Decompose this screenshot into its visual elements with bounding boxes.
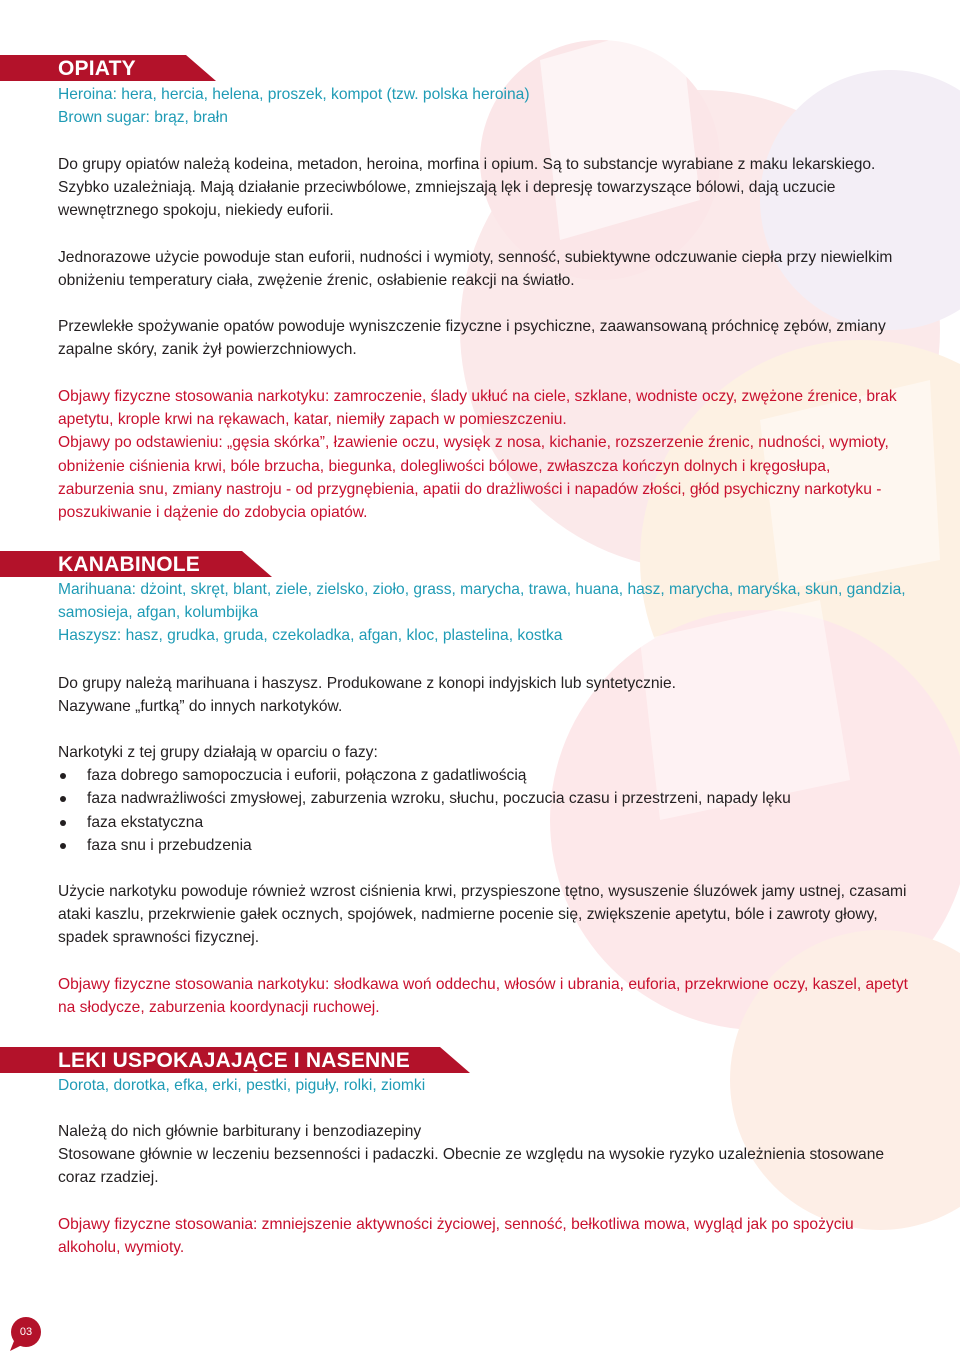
intro-line: Do grupy należą marihuana i haszysz. Produkowane z konopi indyjskich lub syntetycznie.	[58, 675, 677, 692]
leki-aliases	[58, 1074, 908, 1097]
list-item: faza snu i przebudzenia	[58, 834, 908, 857]
section-banner-kanabinole	[0, 551, 272, 577]
paragraph: Przewlekłe spożywanie opatów powoduje wyniszczenie fizyczne i psychiczne, zaawansowaną próchnicę zębów, zmiany zapalne skóry, zanik żył powierzchniowych.	[58, 318, 886, 359]
list-item: faza ekstatyczna	[58, 811, 908, 834]
section-title: OPIATY	[58, 57, 136, 80]
opiaty-symptoms	[58, 385, 908, 524]
alias-line: Haszysz: hasz, grudka, gruda, czekoladka, afgan, kloc, plastelina, kostka	[58, 627, 563, 645]
kanabinole-intro	[58, 672, 908, 718]
kanabinole-symptoms	[58, 973, 908, 1019]
opiaty-description	[58, 153, 908, 223]
opiaty-single-use	[58, 246, 908, 292]
section-banner-leki	[0, 1047, 470, 1073]
symptoms-paragraph: Objawy fizyczne stosowania narkotyku: słodkawa woń oddechu, włosów i ubrania, euforia, przekrwione oczy, kaszel, apetyt na słodycze, zaburzenia koordynacji ruchowej.	[58, 976, 908, 1017]
symptoms-paragraph: Objawy fizyczne stosowania: zmniejszenie aktywności życiowej, senność, bełkotliwa mowa, wygląd jak po spożyciu alkoholu, wymioty.	[58, 1216, 854, 1257]
paragraph: Do grupy opiatów należą kodeina, metadon, heroina, morfina i opium. Są to substancje wyrabiane z maku lekarskiego. Szybko uzależniają. Mają działanie przeciwbólowe, zmniejszają lęk i depresję towarzyszące bólowi, dają uczucie wewnętrznego spokoju, niekiedy euforii.	[58, 156, 876, 220]
opiaty-aliases	[58, 83, 908, 129]
kanabinole-phases	[58, 741, 908, 857]
phases-intro: Narkotyki z tej grupy działają w oparciu o fazy:	[58, 744, 378, 761]
leki-intro	[58, 1120, 908, 1190]
kanabinole-aliases	[58, 578, 908, 648]
withdrawal-paragraph: Objawy po odstawieniu: „gęsia skórka”, łzawienie oczu, wysięk z nosa, kichanie, rozszerzenie źrenic, nudności, wymioty, obniżenie ciśnienia krwi, bóle brzucha, biegunka, dolegliwości bólowe, zwłaszcza kończyn dolnych i kręgosłupa, zaburzenia snu, zmiany nastroju - od przygnębienia, apatii do drażliwości i napadów złości, głód psychiczny narkotyku - poszukiwanie i dążenie do zdobycia opiatów.	[58, 434, 889, 522]
intro-line: Należą do nich głównie barbiturany i benzodiazepiny	[58, 1123, 422, 1140]
alias-line: Heroina: hera, hercia, helena, proszek, kompot (tzw. polska heroina)	[58, 86, 530, 103]
list-item: faza nadwrażliwości zmysłowej, zaburzenia wzroku, słuchu, poczucia czasu i przestrzeni, napady lęku	[58, 787, 908, 810]
list-item: faza dobrego samopoczucia i euforii, połączona z gadatliwością	[58, 764, 908, 787]
alias-line: Marihuana: dżoint, skręt, blant, ziele, zielsko, zioło, grass, marycha, trawa, huana, hasz, marycha, maryśka, skun, gandzia, samosieja, afgan, kolumbijka	[58, 581, 906, 622]
page-number: 03	[19, 1326, 33, 1338]
symptoms-paragraph: Objawy fizyczne stosowania narkotyku: zamroczenie, ślady ukłuć na ciele, szklane, wodniste oczy, zwężone źrenice, brak apetytu, krople krwi na rękawach, katar, niemiły zapach w pomieszczeniu.	[58, 388, 897, 429]
intro-line: Nazywane „furtką” do innych narkotyków.	[58, 698, 343, 716]
page-number-badge	[10, 1317, 42, 1349]
paragraph: Jednorazowe użycie powoduje stan euforii, nudności i wymioty, senność, subiektywne odczuwanie ciepła przy niewielkim obniżeniu temperatury ciała, zwężenie źrenic, osłabienie reakcji na światło.	[58, 249, 893, 290]
section-title: KANABINOLE	[58, 553, 200, 576]
leki-symptoms	[58, 1213, 908, 1259]
alias-line: Brown sugar: brąz, brałn	[58, 109, 228, 127]
alias-line: Dorota, dorotka, efka, erki, pestki, piguły, rolki, ziomki	[58, 1077, 426, 1094]
paragraph: Użycie narkotyku powoduje również wzrost ciśnienia krwi, przyspieszone tętno, wysuszenie śluzówek jamy ustnej, czasami ataki kaszlu, przekrwienie gałek ocznych, spojówek, nadmierne pocenie się, zwiększenie apetytu, bóle i zawroty głowy, spadek sprawności fizycznej.	[58, 883, 907, 947]
opiaty-chronic-use	[58, 315, 908, 361]
kanabinole-effects	[58, 880, 908, 950]
intro-line: Stosowane głównie w leczeniu bezsenności i padaczki. Obecnie ze względu na wysokie ryzyko uzależnienia stosowane coraz rzadziej.	[58, 1146, 885, 1187]
phases-list	[58, 764, 908, 857]
section-title: LEKI USPOKAJAJĄCE I NASENNE	[58, 1049, 410, 1072]
section-banner-opiaty	[0, 55, 216, 81]
